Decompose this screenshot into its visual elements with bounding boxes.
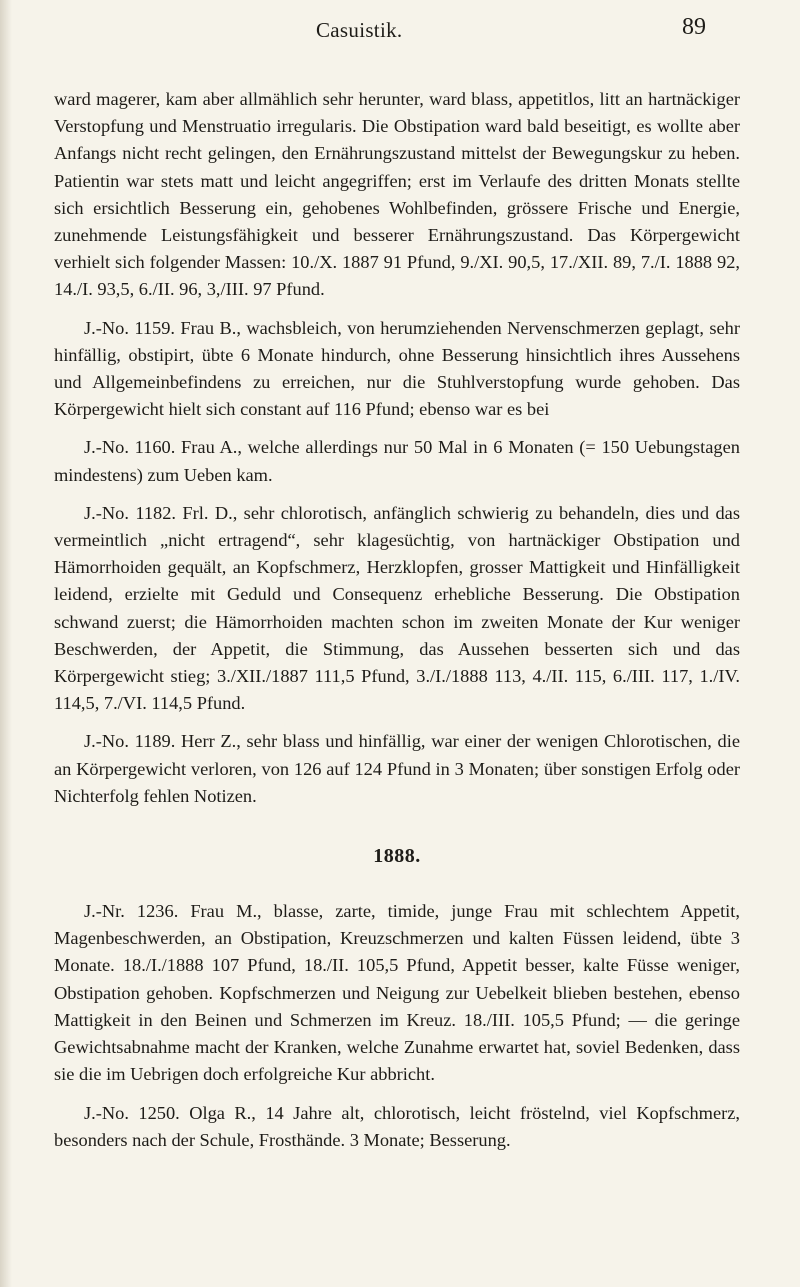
case-entry-1160: J.-No. 1160. Frau A., welche allerdings nur 50 Mal in 6 Monaten (= 150 Uebungstagen mindestens) zum Ueben kam. [54,437,740,485]
case-entry-1250: J.-No. 1250. Olga R., 14 Jahre alt, chlorotisch, leicht fröstelnd, viel Kopfschmerz, besonders nach der Schule, Frosthände. 3 Monate; Besserung. [54,1102,740,1150]
page-gutter-shadow [0,0,12,1287]
running-head: Casuistik. [316,18,403,42]
case-entry-1182: J.-No. 1182. Frl. D., sehr chlorotisch, anfänglich schwierig zu behandeln, dies und das vermeintlich „nicht ertragend“, sehr klagesüchtig, von hartnäckiger Obstipation und Hämorrhoiden gequält, an Kopfschmerz, Herzklopfen, grosser Mattigkeit und Hinfälligkeit leidend, erzielte mit Geduld und Consequenz erhebliche Besserung. Die Obstipation schwand zuerst; die Hämorrhoiden machten schon im zweiten Monate der Kur weniger Beschwerden, der Appetit, die Stimmung, das Aussehen besserten sich und das Körpergewicht stieg; 3./XII./1887 111,5 Pfund, 3./I./1888 113, 4./II. 115, 6./III. 117, 1./IV. 114,5, 7./VI. 114,5 Pfund. [54,502,740,714]
case-entry-1189: J.-No. 1189. Herr Z., sehr blass und hinfällig, war einer der wenigen Chlorotischen, die an Körpergewicht verloren, von 126 auf 124 Pfund in 3 Monaten; über sonstigen Erfolg oder Nichterfolg fehlen Notizen. [54,731,740,806]
case-entry-1159: J.-No. 1159. Frau B., wachsbleich, von herumziehenden Nervenschmerzen geplagt, sehr hinfällig, obstipirt, übte 6 Monate hindurch, ohne Besserung hinsichtlich ihres Aussehens und Allgemeinbefindens zu erreichen, nur die Stuhlverstopfung wurde gehoben. Das Körpergewicht hielt sich constant auf 116 Pfund; ebenso war es bei [54,317,740,420]
year-heading: 1888. [373,845,421,868]
page-number: 89 [682,14,706,40]
body-text [54,86,740,1154]
paragraph-continuation: ward magerer, kam aber allmählich sehr herunter, ward blass, appetitlos, litt an hartnäckiger Verstopfung und Menstruatio irregularis. Die Obstipation ward bald beseitigt, es wollte aber Anfangs nicht recht gelingen, den Ernährungszustand mittelst der Bewegungskur zu heben. Patientin war stets matt und leicht angegriffen; erst im Verlaufe des dritten Monats stellte sich ersichtlich Besserung ein, gehobenes Wohlbefinden, grössere Frische und Energie, zunehmende Leistungsfähigkeit und besserer Ernährungszustand. Das Körpergewicht verhielt sich folgender Massen: 10./X. 1887 91 Pfund, 9./XI. 90,5, 17./XII. 89, 7./I. 1888 92, 14./I. 93,5, 6./II. 96, 3,/III. 97 Pfund. [54,89,740,300]
page-header [0,14,800,50]
case-entry-1236: J.-Nr. 1236. Frau M., blasse, zarte, timide, junge Frau mit schlechtem Appetit, Magenbeschwerden, an Obstipation, Kreuzschmerzen und kalten Füssen leidend, übte 3 Monate. 18./I./1888 107 Pfund, 18./II. 105,5 Pfund, Appetit besser, kalte Füsse weniger, Obstipation gehoben. Kopfschmerzen und Neigung zur Uebelkeit blieben bestehen, ebenso Mattigkeit in den Beinen und Schmerzen im Kreuz. 18./III. 105,5 Pfund; — die geringe Gewichtsabnahme macht der Kranken, welche Zunahme erwartet hat, soviel Bedenken, dass sie die im Uebrigen doch erfolgreiche Kur abbricht. [54,901,740,1085]
